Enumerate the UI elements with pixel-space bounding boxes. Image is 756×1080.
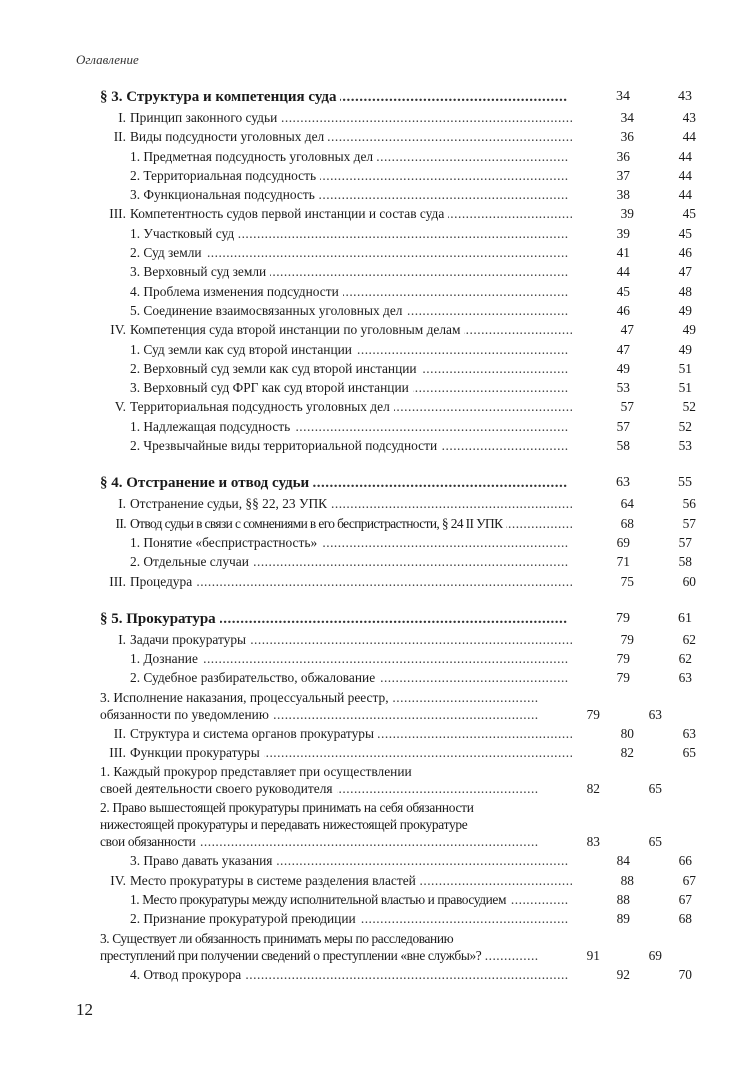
toc-subitem[interactable] [100,378,708,397]
toc-subitem[interactable] [100,533,708,552]
item-title: Задачи прокуратуры [130,631,247,647]
item-title-line: 1. Каждый прокурор представляет при осуществлении [100,764,412,780]
toc-item[interactable] [100,724,708,743]
page-ref-original: 82 [620,745,634,761]
item-title: Функции прокуратуры [130,745,260,761]
page-ref-original: 44 [616,264,630,280]
page-ref-original: 53 [616,380,630,396]
page-ref-translation: 49 [678,341,692,357]
page-ref-translation: 61 [678,610,692,626]
toc-subitem[interactable] [100,166,708,185]
page-ref-translation: 51 [678,360,692,376]
page-ref-original: 64 [620,496,634,512]
page-ref-original: 47 [616,341,630,357]
item-title: Структура и система органов прокуратуры [130,725,374,741]
section-title: § 4. Отстранение и отвод судьи [100,475,313,491]
item-title-line: свои обязанности [100,834,199,849]
page-ref-original: 57 [620,399,634,415]
toc-subitem[interactable] [100,929,708,965]
toc-item[interactable] [100,743,708,762]
page-ref-translation: 67 [678,891,692,907]
item-title: Компетенция суда второй инстанции по уголовным делам [130,322,461,338]
page-ref-translation: 66 [678,853,692,869]
page-ref-original: 79 [616,610,630,626]
item-title: 2. Судебное разбирательство, обжалование [130,670,379,685]
toc-section[interactable] [100,86,708,108]
item-title: 2. Верховный суд земли как суд второй инстанции [130,361,421,376]
page-ref-original: 84 [616,853,630,869]
page-ref-translation: 43 [682,110,696,125]
item-title-line: обязанности по уведомлению [100,707,273,722]
item-title: Принцип законного судьи [130,110,278,125]
page-ref-original: 36 [620,129,634,145]
item-title: 1. Участковый суд [130,226,238,241]
page-ref-original: 37 [616,167,630,183]
page-ref-original: 71 [616,554,630,570]
page-ref-translation: 43 [678,89,692,104]
page-ref-translation: 65 [648,834,662,850]
page-ref-translation: 45 [682,206,696,222]
page-ref-translation: 67 [682,872,696,888]
item-title: Место прокуратуры в системе разделения властей [130,872,416,888]
page-ref-translation: 63 [682,725,696,741]
item-title: Компетентность судов первой инстанции и состав суда [130,206,445,222]
toc-subitem[interactable] [100,965,708,984]
page-ref-original: 41 [616,245,630,261]
page-ref-translation: 53 [678,438,692,454]
item-title-line: 3. Исполнение наказания, процессуальный реестр, [100,690,393,705]
toc-subitem[interactable] [100,909,708,928]
page-ref-original: 79 [616,670,630,686]
item-title: 2. Суд земли [130,245,206,260]
item-numeral: V. [114,399,126,415]
item-title: Отстранение судьи, §§ 22, 23 УПК [130,496,328,512]
item-title: 2. Отдельные случаи [130,554,253,569]
page-ref-translation: 44 [682,129,696,145]
page-ref-translation: 45 [678,225,692,241]
page-ref-original: 58 [616,438,630,454]
page-ref-original: 79 [620,631,634,647]
item-numeral: II. [113,129,126,145]
page-ref-translation: 48 [678,283,692,299]
toc-section[interactable] [100,472,708,494]
toc-subitem[interactable] [100,688,708,724]
item-title-line: нижестоящей прокуратуры и передавать нижестоящей прокуратуре [100,817,468,833]
page-ref-original: 46 [616,302,630,318]
page-ref-original: 79 [586,706,600,722]
page-ref-translation: 49 [682,322,696,338]
item-title: 2. Чрезвычайные виды территориальной подсудности [130,438,441,453]
toc-subitem[interactable] [100,359,708,378]
toc-subitem[interactable] [100,417,708,436]
item-numeral: III. [109,745,126,761]
toc-item[interactable] [100,514,708,533]
page-ref-original: 92 [616,966,630,982]
toc-item[interactable] [100,630,708,649]
item-title: 3. Функциональная подсудность [130,187,319,202]
page-ref-original: 88 [620,872,634,888]
toc-item[interactable] [100,127,708,146]
page-ref-original: 36 [616,148,630,164]
item-title: 1. Понятие «беспристрастность» [130,535,321,550]
page-ref-translation: 58 [678,554,692,570]
page-ref-translation: 69 [648,947,662,963]
toc-subitem[interactable] [100,890,708,909]
item-numeral: III. [109,573,126,589]
toc-subitem[interactable] [100,224,708,243]
page-ref-original: 57 [616,418,630,434]
page-ref-original: 82 [586,781,600,797]
item-title: 3. Верховный суд ФРГ как суд второй инстанции [130,380,413,395]
page-ref-translation: 65 [648,781,662,797]
toc-item[interactable] [100,204,708,223]
page-ref-original: 49 [616,360,630,376]
item-title: 1. Дознание [130,651,202,666]
item-title: Виды подсудности уголовных дел [130,129,325,145]
page-ref-original: 88 [616,891,630,907]
page-ref-translation: 57 [678,534,692,550]
item-title: Процедура [130,573,193,589]
item-title: Территориальная подсудность уголовных дел [130,399,390,415]
toc-subitem[interactable] [100,262,708,281]
item-title: 1. Место прокуратуры между исполнительной властью и правосудием [130,892,510,907]
page-ref-translation: 46 [678,245,692,261]
toc-subitem[interactable] [100,762,708,798]
page-ref-original: 47 [620,322,634,338]
toc-item[interactable] [100,397,708,416]
page-ref-translation: 60 [682,573,696,589]
item-title: 2. Признание прокуратурой преюдиции [130,911,360,926]
page-ref-original: 39 [620,206,634,222]
item-title: 3. Право давать указания [130,853,276,868]
page-ref-translation: 44 [678,187,692,203]
item-title: 1. Надлежащая подсудность [130,419,294,434]
toc-item[interactable] [100,494,708,513]
item-numeral: I. [118,110,126,125]
item-title: 4. Отвод прокурора [130,967,245,982]
page-ref-original: 75 [620,573,634,589]
item-numeral: I. [118,631,126,647]
page-ref-translation: 65 [682,745,696,761]
page-number: 12 [76,1000,93,1019]
section-title: § 5. Прокуратура [100,611,220,627]
page-ref-translation: 56 [682,496,696,512]
toc-item[interactable] [100,108,708,127]
page-ref-translation: 52 [678,418,692,434]
toc-subitem[interactable] [100,798,708,851]
page-ref-translation: 55 [678,475,692,491]
page-ref-translation: 70 [678,966,692,982]
page-ref-original: 39 [616,225,630,241]
page-ref-original: 68 [620,515,634,531]
page-ref-translation: 44 [678,148,692,164]
item-title: 4. Проблема изменения подсудности [130,284,343,299]
toc-item[interactable] [100,320,708,339]
page-ref-translation: 62 [682,631,696,647]
item-numeral: III. [109,206,126,222]
toc-subitem[interactable] [100,851,708,870]
section-title: § 3. Структура и компетенция суда [100,89,340,105]
page-ref-original: 34 [620,110,634,125]
page-ref-translation: 47 [678,264,692,280]
item-numeral: I. [118,496,126,512]
toc-subitem[interactable] [100,301,708,320]
item-title: 2. Территориальная подсудность [130,168,320,183]
table-of-contents [100,86,708,984]
page-ref-translation: 52 [682,399,696,415]
toc-subitem[interactable] [100,436,708,455]
page-ref-original: 69 [616,534,630,550]
toc-subitem[interactable] [100,147,708,166]
page-ref-original: 89 [616,911,630,927]
item-title: 1. Суд земли как суд второй инстанции [130,342,356,357]
item-title-line: своей деятельности своего руководителя [100,781,337,796]
page-ref-original: 63 [616,475,630,491]
page-ref-original: 34 [616,89,630,104]
toc-subitem[interactable] [100,282,708,301]
toc-subitem[interactable] [100,243,708,262]
page-ref-original: 38 [616,187,630,203]
toc-subitem[interactable] [100,552,708,571]
item-title-line: преступлений при получении сведений о преступлении «вне службы»? [100,948,485,963]
item-numeral: IV. [110,322,126,338]
item-numeral: II. [115,515,126,531]
page-ref-translation: 51 [678,380,692,396]
page-ref-translation: 68 [678,911,692,927]
item-title: 5. Соединение взаимосвязанных уголовных дел [130,303,406,318]
page-ref-translation: 63 [678,670,692,686]
item-title-line: 3. Существует ли обязанность принимать меры по расследованию [100,930,454,946]
running-head: Оглавление [76,52,139,67]
item-numeral: II. [113,725,126,741]
page-ref-translation: 57 [682,515,696,531]
toc-subitem[interactable] [100,649,708,668]
page-ref-translation: 62 [678,651,692,667]
page-ref-original: 83 [586,834,600,850]
item-numeral: IV. [110,872,126,888]
item-title: 1. Предметная подсудность уголовных дел [130,149,377,164]
page-ref-original: 79 [616,651,630,667]
page-ref-translation: 49 [678,302,692,318]
toc-section[interactable] [100,608,708,630]
toc-subitem[interactable] [100,185,708,204]
page-ref-original: 45 [616,283,630,299]
page-ref-translation: 63 [648,706,662,722]
item-title-line: 2. Право вышестоящей прокуратуры принимать на себя обязанности [100,800,474,816]
page-ref-translation: 44 [678,167,692,183]
page-ref-original: 91 [586,947,600,963]
page-ref-original: 80 [620,725,634,741]
item-title: Отвод судьи в связи с сомнениями в его беспристрастности, § 24 II УПК [130,515,503,531]
toc-item[interactable] [100,572,708,591]
toc-subitem[interactable] [100,668,708,687]
toc-item[interactable] [100,871,708,890]
item-title: 3. Верховный суд земли [130,264,270,279]
toc-subitem[interactable] [100,340,708,359]
